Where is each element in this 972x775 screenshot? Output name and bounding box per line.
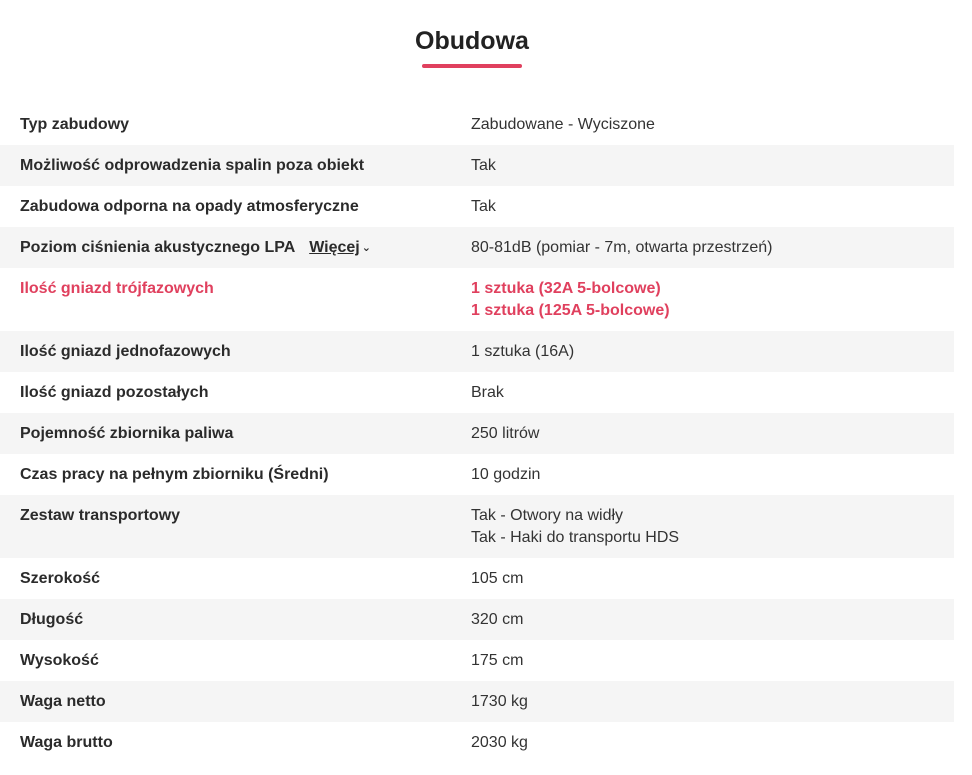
spec-value: 105 cm	[471, 570, 524, 587]
spec-label: Ilość gniazd pozostałych	[20, 384, 209, 401]
spec-label: Zabudowa odporna na opady atmosferyczne	[20, 198, 359, 215]
title-underline	[422, 64, 522, 68]
spec-value: Tak	[471, 157, 496, 174]
spec-label: Waga brutto	[20, 734, 113, 751]
spec-row-szerokosc	[0, 558, 954, 599]
spec-label: Ilość gniazd jednofazowych	[20, 343, 231, 360]
spec-row-wysokosc	[0, 640, 954, 681]
spec-row-zbiornik	[0, 413, 954, 454]
spec-label: Typ zabudowy	[20, 116, 130, 133]
spec-row-typ-zabudowy	[0, 104, 954, 145]
spec-value: 1730 kg	[471, 693, 528, 710]
spec-row-opady	[0, 186, 954, 227]
spec-value: 1 sztuka (16A)	[471, 343, 575, 360]
spec-value: 175 cm	[471, 652, 524, 669]
spec-row-lpa	[0, 227, 954, 268]
spec-row-transport	[0, 495, 954, 558]
spec-row-czas-pracy	[0, 454, 954, 495]
spec-value: Zabudowane - Wyciszone	[471, 116, 655, 133]
section-header	[0, 24, 944, 68]
spec-label-text: Poziom ciśnienia akustycznego LPA	[20, 239, 295, 256]
spec-row-spaliny	[0, 145, 954, 186]
section-title: Obudowa	[415, 27, 529, 55]
more-link[interactable]: Więcej ⌄	[309, 239, 371, 256]
spec-value: 320 cm	[471, 611, 524, 628]
spec-label: Zestaw transportowy	[20, 507, 181, 524]
spec-label: Ilość gniazd trójfazowych	[20, 280, 214, 297]
spec-value: Tak - Otwory na widły Tak - Haki do transportu HDS	[471, 507, 680, 546]
spec-label: Waga netto	[20, 693, 106, 710]
spec-label: Czas pracy na pełnym zbiorniku (Średni)	[20, 466, 329, 483]
spec-value: Tak	[471, 198, 496, 215]
spec-label	[0, 237, 471, 260]
spec-label: Wysokość	[20, 652, 99, 669]
spec-row-gniazda-trojfazowe	[0, 268, 954, 331]
spec-row-waga-netto	[0, 681, 954, 722]
spec-row-dlugosc	[0, 599, 954, 640]
spec-label: Długość	[20, 611, 84, 628]
chevron-down-icon: ⌄	[361, 242, 371, 254]
spec-row-gniazda-jednofazowe	[0, 331, 954, 372]
spec-label: Pojemność zbiornika paliwa	[20, 425, 234, 442]
spec-label: Możliwość odprowadzenia spalin poza obiekt	[20, 157, 365, 174]
spec-value: 2030 kg	[471, 734, 528, 751]
spec-value: 10 godzin	[471, 466, 541, 483]
spec-value: Brak	[471, 384, 504, 401]
spec-label: Szerokość	[20, 570, 101, 587]
spec-table	[0, 104, 954, 763]
spec-value: 80-81dB (pomiar - 7m, otwarta przestrzeń)	[471, 239, 773, 256]
spec-row-gniazda-pozostale	[0, 372, 954, 413]
spec-value: 250 litrów	[471, 425, 540, 442]
spec-row-waga-brutto	[0, 722, 954, 763]
spec-value: 1 sztuka (32A 5-bolcowe) 1 sztuka (125A 5-bolcowe)	[471, 280, 670, 319]
